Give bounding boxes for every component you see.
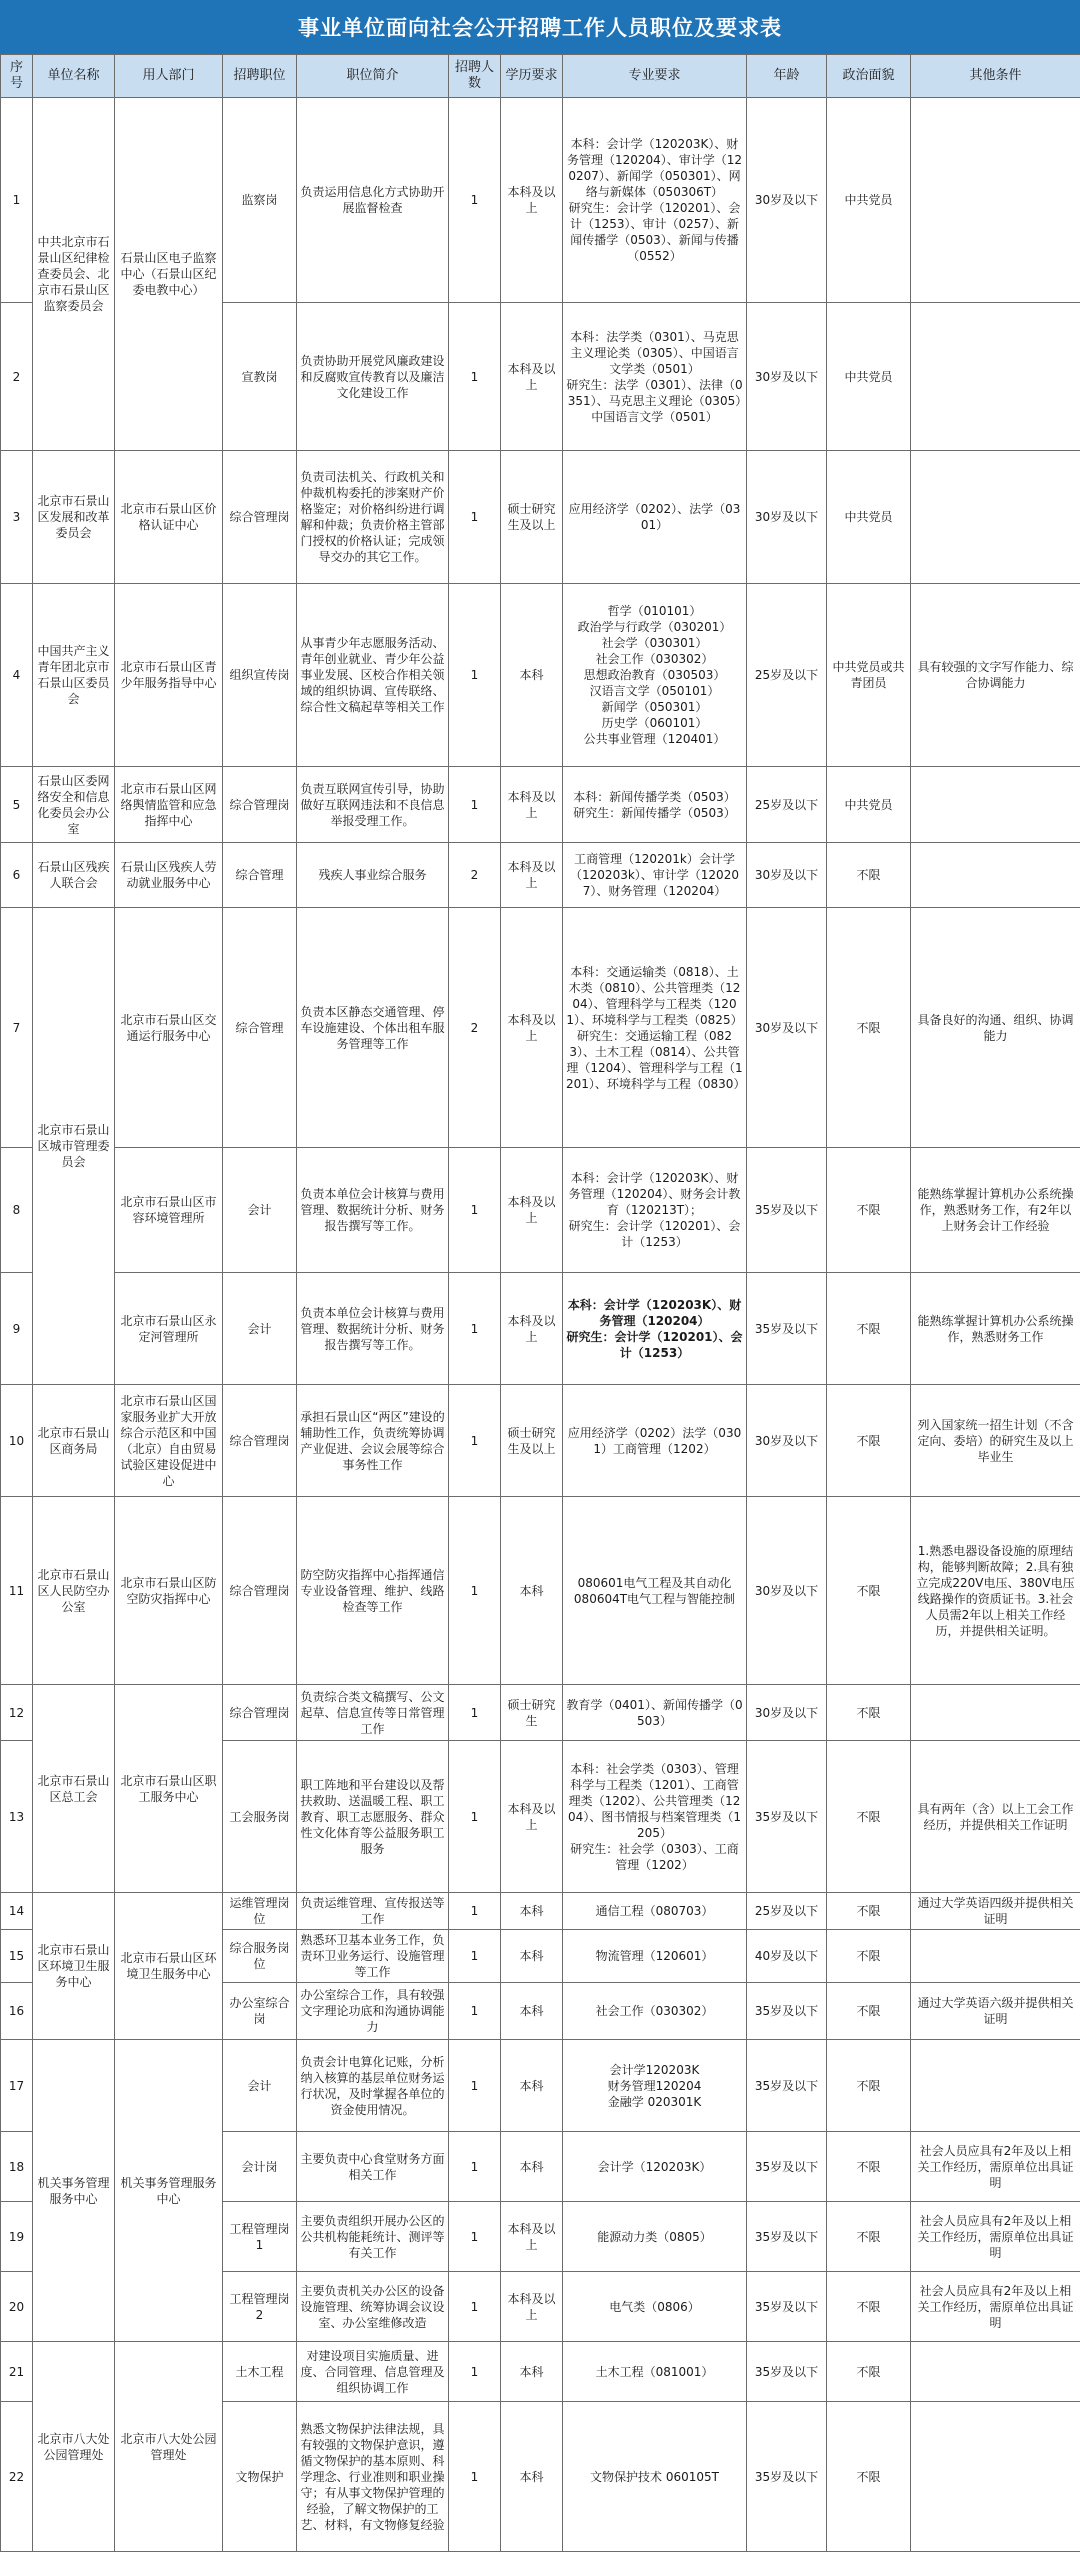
cell-dept: 北京市石景山区价格认证中心 <box>115 451 223 584</box>
cell-age: 35岁及以下 <box>747 2202 827 2272</box>
cell-position: 综合服务岗位 <box>223 1930 297 1983</box>
cell-education: 本科 <box>501 2132 563 2202</box>
cell-intro: 主要负责机关办公区的设备设施管理、统筹协调会议设室、办公室维修改造 <box>297 2272 449 2342</box>
cell-no: 9 <box>1 1273 33 1385</box>
cell-age: 30岁及以下 <box>747 1497 827 1685</box>
cell-position: 工程管理岗1 <box>223 2202 297 2272</box>
cell-position: 综合管理岗 <box>223 1685 297 1741</box>
cell-age: 35岁及以下 <box>747 2040 827 2132</box>
cell-count: 2 <box>449 908 501 1148</box>
header-major: 专业要求 <box>563 55 747 98</box>
cell-political: 不限 <box>827 1497 911 1685</box>
cell-count: 1 <box>449 1741 501 1893</box>
cell-political: 不限 <box>827 1930 911 1983</box>
cell-no: 13 <box>1 1741 33 1893</box>
cell-major: 本科：法学类（0301）、马克思主义理论类（0305）、中国语言文学类（0501） 研究生：法学（0301）、法律（0351）、马克思主义理论（0305）中国语言文学（0501） <box>563 303 747 451</box>
cell-intro: 负责本单位会计核算与费用管理、数据统计分析、财务报告撰写等工作。 <box>297 1273 449 1385</box>
cell-count: 1 <box>449 303 501 451</box>
cell-no: 21 <box>1 2342 33 2402</box>
cell-no: 6 <box>1 843 33 908</box>
cell-age: 35岁及以下 <box>747 2132 827 2202</box>
cell-no: 18 <box>1 2132 33 2202</box>
cell-major: 会计学（120203K） <box>563 2132 747 2202</box>
cell-major: 社会工作（030302） <box>563 1983 747 2040</box>
cell-age: 30岁及以下 <box>747 451 827 584</box>
cell-no: 15 <box>1 1930 33 1983</box>
cell-political: 不限 <box>827 1385 911 1497</box>
cell-unit: 北京市石景山区环境卫生服务中心 <box>33 1893 115 2040</box>
cell-political: 不限 <box>827 1685 911 1741</box>
cell-intro: 负责司法机关、行政机关和仲裁机构委托的涉案财产价格鉴定；对价格纠纷进行调解和仲裁；负责价格主管部门授权的价格认证；完成领导交办的其它工作。 <box>297 451 449 584</box>
cell-education: 本科 <box>501 2402 563 2552</box>
cell-intro: 负责会计电算化记账，分析纳入核算的基层单位财务运行状况，及时掌握各单位的资金使用情况。 <box>297 2040 449 2132</box>
cell-other <box>911 303 1080 451</box>
cell-education: 本科及以上 <box>501 1273 563 1385</box>
table-row <box>1 1385 1080 1497</box>
cell-political: 不限 <box>827 1148 911 1273</box>
cell-count: 1 <box>449 1983 501 2040</box>
cell-education: 硕士研究生及以上 <box>501 451 563 584</box>
cell-position: 综合管理岗 <box>223 451 297 584</box>
cell-other: 社会人员应具有2年及以上相关工作经历，需原单位出具证明 <box>911 2272 1080 2342</box>
cell-count: 1 <box>449 451 501 584</box>
cell-count: 1 <box>449 2342 501 2402</box>
page-title: 事业单位面向社会公开招聘工作人员职位及要求表 <box>0 0 1080 54</box>
cell-no: 10 <box>1 1385 33 1497</box>
cell-age: 30岁及以下 <box>747 98 827 303</box>
cell-position: 综合管理岗 <box>223 767 297 843</box>
header-dept: 用人部门 <box>115 55 223 98</box>
cell-other <box>911 451 1080 584</box>
cell-education: 本科及以上 <box>501 2272 563 2342</box>
cell-unit: 北京市八大处公园管理处 <box>33 2342 115 2552</box>
cell-major: 工商管理（120201k）会计学（120203k）、审计学（120207）、财务管理（120204） <box>563 843 747 908</box>
cell-no: 20 <box>1 2272 33 2342</box>
cell-count: 1 <box>449 1148 501 1273</box>
cell-major: 应用经济学（0202）、法学（0301） <box>563 451 747 584</box>
cell-no: 8 <box>1 1148 33 1273</box>
cell-major: 文物保护技术 060105T <box>563 2402 747 2552</box>
cell-political: 不限 <box>827 908 911 1148</box>
cell-major: 本科：新闻传播学类（0503） 研究生：新闻传播学（0503） <box>563 767 747 843</box>
cell-major: 教育学（0401）、新闻传播学（0503） <box>563 1685 747 1741</box>
cell-major: 土木工程（081001） <box>563 2342 747 2402</box>
cell-other: 社会人员应具有2年及以上相关工作经历，需原单位出具证明 <box>911 2132 1080 2202</box>
header-no: 序号 <box>1 55 33 98</box>
header-other: 其他条件 <box>911 55 1080 98</box>
table-row <box>1 1497 1080 1685</box>
cell-age: 25岁及以下 <box>747 1893 827 1930</box>
cell-other <box>911 767 1080 843</box>
cell-other: 具有两年（含）以上工会工作经历，并提供相关工作证明 <box>911 1741 1080 1893</box>
cell-other: 通过大学英语四级并提供相关证明 <box>911 1893 1080 1930</box>
header-intro: 职位简介 <box>297 55 449 98</box>
cell-education: 硕士研究生及以上 <box>501 1385 563 1497</box>
cell-unit: 石景山区委网络安全和信息化委员会办公室 <box>33 767 115 843</box>
cell-unit: 北京市石景山区商务局 <box>33 1385 115 1497</box>
cell-major: 哲学（010101） 政治学与行政学（030201） 社会学（030301） 社会工作（030302） 思想政治教育（030503） 汉语言文学（050101） 新闻学（050301） 历史学（060101） 公共事业管理（120401） <box>563 584 747 767</box>
cell-intro: 负责本区静态交通管理、停车设施建设、个体出租车服务管理等工作 <box>297 908 449 1148</box>
cell-political: 不限 <box>827 1273 911 1385</box>
cell-no: 3 <box>1 451 33 584</box>
header-education: 学历要求 <box>501 55 563 98</box>
cell-position: 综合管理岗 <box>223 1385 297 1497</box>
table-row <box>1 1893 1080 1930</box>
cell-other: 列入国家统一招生计划（不含定向、委培）的研究生及以上毕业生 <box>911 1385 1080 1497</box>
cell-age: 35岁及以下 <box>747 2342 827 2402</box>
cell-dept: 北京市石景山区交通运行服务中心 <box>115 908 223 1148</box>
header-position: 招聘职位 <box>223 55 297 98</box>
cell-major: 会计学120203K 财务管理120204 金融学 020301K <box>563 2040 747 2132</box>
cell-political: 不限 <box>827 1893 911 1930</box>
cell-position: 会计岗 <box>223 2132 297 2202</box>
cell-count: 1 <box>449 2202 501 2272</box>
cell-age: 35岁及以下 <box>747 1148 827 1273</box>
cell-dept: 北京市石景山区市容环境管理所 <box>115 1148 223 1273</box>
cell-education: 本科及以上 <box>501 843 563 908</box>
cell-education: 本科及以上 <box>501 303 563 451</box>
table-row <box>1 1273 1080 1385</box>
cell-other: 1.熟悉电器设备设施的原理结构，能够判断故障；2.具有独立完成220V电压、380V电压线路操作的资质证书。3.社会人员需2年以上相关工作经历，并提供相关证明。 <box>911 1497 1080 1685</box>
cell-political: 中共党员 <box>827 767 911 843</box>
cell-age: 35岁及以下 <box>747 1983 827 2040</box>
cell-position: 工程管理岗2 <box>223 2272 297 2342</box>
cell-political: 不限 <box>827 1741 911 1893</box>
cell-intro: 负责运用信息化方式协助开展监督检查 <box>297 98 449 303</box>
cell-education: 本科 <box>501 2040 563 2132</box>
positions-table <box>0 54 1080 2552</box>
cell-position: 会计 <box>223 1273 297 1385</box>
cell-count: 1 <box>449 2402 501 2552</box>
cell-intro: 办公室综合工作，具有较强文字理论功底和沟通协调能力 <box>297 1983 449 2040</box>
cell-age: 35岁及以下 <box>747 2402 827 2552</box>
cell-other: 能熟练掌握计算机办公系统操作，熟悉财务工作 <box>911 1273 1080 1385</box>
cell-intro: 承担石景山区“两区”建设的辅助性工作，负责统筹协调产业促进、会议会展等综合事务性工作 <box>297 1385 449 1497</box>
cell-position: 宣教岗 <box>223 303 297 451</box>
cell-political: 中共党员 <box>827 303 911 451</box>
cell-count: 1 <box>449 2272 501 2342</box>
cell-position: 组织宣传岗 <box>223 584 297 767</box>
cell-count: 1 <box>449 584 501 767</box>
cell-dept: 北京市石景山区网络舆情监管和应急指挥中心 <box>115 767 223 843</box>
cell-major: 电气类（0806） <box>563 2272 747 2342</box>
cell-intro: 从事青少年志愿服务活动、青年创业就业、青少年公益事业发展、区校合作相关领域的组织协调、宣传联络、综合性文稿起草等相关工作 <box>297 584 449 767</box>
cell-other <box>911 843 1080 908</box>
cell-unit: 中国共产主义青年团北京市石景山区委员会 <box>33 584 115 767</box>
cell-position: 监察岗 <box>223 98 297 303</box>
cell-count: 1 <box>449 98 501 303</box>
table-row <box>1 451 1080 584</box>
cell-no: 2 <box>1 303 33 451</box>
cell-intro: 防空防灾指挥中心指挥通信专业设备管理、维护、线路检查等工作 <box>297 1497 449 1685</box>
cell-no: 4 <box>1 584 33 767</box>
cell-age: 30岁及以下 <box>747 1385 827 1497</box>
cell-position: 综合管理岗 <box>223 1497 297 1685</box>
header-age: 年龄 <box>747 55 827 98</box>
cell-other <box>911 1930 1080 1983</box>
cell-education: 本科 <box>501 2342 563 2402</box>
cell-other: 通过大学英语六级并提供相关证明 <box>911 1983 1080 2040</box>
cell-count: 1 <box>449 1497 501 1685</box>
cell-intro: 负责协助开展党风廉政建设和反腐败宣传教育以及廉洁文化建设工作 <box>297 303 449 451</box>
cell-major: 本科：社会学类（0303）、管理科学与工程类（1201）、工商管理类（1202）、公共管理类（1204）、图书情报与档案管理类（1205） 研究生：社会学（0303）、工商管理（1202） <box>563 1741 747 1893</box>
cell-unit: 石景山区残疾人联合会 <box>33 843 115 908</box>
cell-age: 35岁及以下 <box>747 1741 827 1893</box>
cell-position: 会计 <box>223 1148 297 1273</box>
cell-unit: 北京市石景山区城市管理委员会 <box>33 908 115 1385</box>
cell-position: 会计 <box>223 2040 297 2132</box>
cell-position: 综合管理 <box>223 908 297 1148</box>
cell-education: 本科 <box>501 1497 563 1685</box>
cell-count: 2 <box>449 843 501 908</box>
cell-dept: 北京市石景山区青少年服务指导中心 <box>115 584 223 767</box>
cell-unit: 中共北京市石景山区纪律检查委员会、北京市石景山区监察委员会 <box>33 98 115 451</box>
cell-education: 本科 <box>501 584 563 767</box>
cell-age: 30岁及以下 <box>747 843 827 908</box>
cell-unit: 北京市石景山区发展和改革委员会 <box>33 451 115 584</box>
header-row <box>1 55 1080 98</box>
cell-position: 土木工程 <box>223 2342 297 2402</box>
cell-no: 19 <box>1 2202 33 2272</box>
cell-dept: 石景山区残疾人劳动就业服务中心 <box>115 843 223 908</box>
table-row <box>1 1685 1080 1741</box>
cell-education: 本科及以上 <box>501 2202 563 2272</box>
cell-count: 1 <box>449 1273 501 1385</box>
header-count: 招聘人数 <box>449 55 501 98</box>
cell-education: 本科及以上 <box>501 98 563 303</box>
cell-other: 具备良好的沟通、组织、协调能力 <box>911 908 1080 1148</box>
cell-intro: 对建设项目实施质量、进度、合同管理、信息管理及组织协调工作 <box>297 2342 449 2402</box>
cell-dept: 北京市石景山区防空防灾指挥中心 <box>115 1497 223 1685</box>
cell-political: 不限 <box>827 843 911 908</box>
cell-major: 应用经济学（0202）法学（0301）工商管理（1202） <box>563 1385 747 1497</box>
table-row <box>1 843 1080 908</box>
cell-education: 本科及以上 <box>501 767 563 843</box>
cell-count: 1 <box>449 1893 501 1930</box>
table-row <box>1 908 1080 1148</box>
cell-unit: 北京市石景山区总工会 <box>33 1685 115 1893</box>
cell-major: 本科：会计学（120203K）、财务管理（120204）、审计学（120207）、新闻学（050301）、网络与新媒体（050306T） 研究生：会计学（120201）、会计（1253）、审计（0257）、新闻传播学（0503）、新闻与传播（0552） <box>563 98 747 303</box>
cell-political: 不限 <box>827 2342 911 2402</box>
cell-no: 12 <box>1 1685 33 1741</box>
cell-other <box>911 2402 1080 2552</box>
cell-major: 本科：会计学（120203K）、财务管理（120204） 研究生：会计学（120201）、会计（1253） <box>563 1273 747 1385</box>
cell-age: 30岁及以下 <box>747 908 827 1148</box>
cell-other <box>911 2040 1080 2132</box>
cell-other: 具有较强的文字写作能力、综合协调能力 <box>911 584 1080 767</box>
cell-count: 1 <box>449 2040 501 2132</box>
cell-intro: 残疾人事业综合服务 <box>297 843 449 908</box>
cell-no: 7 <box>1 908 33 1148</box>
cell-age: 30岁及以下 <box>747 1685 827 1741</box>
cell-count: 1 <box>449 1385 501 1497</box>
cell-political: 中共党员 <box>827 451 911 584</box>
cell-other: 社会人员应具有2年及以上相关工作经历，需原单位出具证明 <box>911 2202 1080 2272</box>
cell-education: 硕士研究生 <box>501 1685 563 1741</box>
cell-age: 25岁及以下 <box>747 584 827 767</box>
cell-education: 本科及以上 <box>501 1148 563 1273</box>
cell-age: 35岁及以下 <box>747 2272 827 2342</box>
cell-political: 不限 <box>827 2040 911 2132</box>
cell-dept: 北京市石景山区职工服务中心 <box>115 1685 223 1893</box>
cell-education: 本科 <box>501 1930 563 1983</box>
cell-major: 通信工程（080703） <box>563 1893 747 1930</box>
cell-position: 运维管理岗位 <box>223 1893 297 1930</box>
cell-dept: 机关事务管理服务中心 <box>115 2040 223 2342</box>
cell-no: 14 <box>1 1893 33 1930</box>
table-row <box>1 584 1080 767</box>
cell-other <box>911 98 1080 303</box>
cell-major: 物流管理（120601） <box>563 1930 747 1983</box>
cell-position: 办公室综合岗 <box>223 1983 297 2040</box>
cell-no: 22 <box>1 2402 33 2552</box>
cell-political: 不限 <box>827 2272 911 2342</box>
cell-intro: 负责互联网宣传引导，协助做好互联网违法和不良信息举报受理工作。 <box>297 767 449 843</box>
header-political: 政治面貌 <box>827 55 911 98</box>
cell-unit: 北京市石景山区人民防空办公室 <box>33 1497 115 1685</box>
cell-count: 1 <box>449 767 501 843</box>
cell-other: 能熟练掌握计算机办公系统操作，熟悉财务工作，有2年以上财务会计工作经验 <box>911 1148 1080 1273</box>
cell-major: 080601电气工程及其自动化 080604T电气工程与智能控制 <box>563 1497 747 1685</box>
cell-age: 30岁及以下 <box>747 303 827 451</box>
cell-intro: 熟悉环卫基本业务工作，负责环卫业务运行、设施管理等工作 <box>297 1930 449 1983</box>
cell-age: 40岁及以下 <box>747 1930 827 1983</box>
cell-dept: 北京市石景山区国家服务业扩大开放综合示范区和中国（北京）自由贸易试验区建设促进中心 <box>115 1385 223 1497</box>
cell-no: 11 <box>1 1497 33 1685</box>
cell-other <box>911 2342 1080 2402</box>
cell-count: 1 <box>449 2132 501 2202</box>
cell-no: 5 <box>1 767 33 843</box>
cell-position: 文物保护 <box>223 2402 297 2552</box>
cell-no: 1 <box>1 98 33 303</box>
cell-political: 不限 <box>827 2202 911 2272</box>
cell-intro: 负责运维管理、宣传报送等工作 <box>297 1893 449 1930</box>
cell-dept: 北京市石景山区环境卫生服务中心 <box>115 1893 223 2040</box>
cell-major: 本科：会计学（120203K）、财务管理（120204）、财务会计教育（120213T）； 研究生：会计学（120201）、会计（1253） <box>563 1148 747 1273</box>
cell-political: 中共党员 <box>827 98 911 303</box>
cell-education: 本科 <box>501 1983 563 2040</box>
cell-intro: 主要负责中心食堂财务方面相关工作 <box>297 2132 449 2202</box>
table-row <box>1 98 1080 303</box>
cell-intro: 主要负责组织开展办公区的公共机构能耗统计、测评等有关工作 <box>297 2202 449 2272</box>
table-row <box>1 1148 1080 1273</box>
table-row <box>1 2040 1080 2132</box>
table-row <box>1 767 1080 843</box>
cell-intro: 职工阵地和平台建设以及帮扶救助、送温暖工程、职工教育、职工志愿服务、群众性文化体育等公益服务职工服务 <box>297 1741 449 1893</box>
cell-political: 不限 <box>827 2402 911 2552</box>
cell-position: 工会服务岗 <box>223 1741 297 1893</box>
cell-intro: 负责本单位会计核算与费用管理、数据统计分析、财务报告撰写等工作。 <box>297 1148 449 1273</box>
cell-major: 能源动力类（0805） <box>563 2202 747 2272</box>
cell-dept: 石景山区电子监察中心（石景山区纪委电教中心） <box>115 98 223 451</box>
cell-education: 本科及以上 <box>501 908 563 1148</box>
cell-education: 本科 <box>501 1893 563 1930</box>
table-row <box>1 2342 1080 2402</box>
cell-dept: 北京市石景山区永定河管理所 <box>115 1273 223 1385</box>
cell-count: 1 <box>449 1930 501 1983</box>
cell-political: 中共党员或共青团员 <box>827 584 911 767</box>
cell-other <box>911 1685 1080 1741</box>
cell-intro: 负责综合类文稿撰写、公文起草、信息宣传等日常管理工作 <box>297 1685 449 1741</box>
cell-count: 1 <box>449 1685 501 1741</box>
cell-education: 本科及以上 <box>501 1741 563 1893</box>
cell-no: 16 <box>1 1983 33 2040</box>
cell-age: 35岁及以下 <box>747 1273 827 1385</box>
cell-no: 17 <box>1 2040 33 2132</box>
cell-political: 不限 <box>827 2132 911 2202</box>
cell-unit: 机关事务管理服务中心 <box>33 2040 115 2342</box>
cell-political: 不限 <box>827 1983 911 2040</box>
header-unit: 单位名称 <box>33 55 115 98</box>
cell-position: 综合管理 <box>223 843 297 908</box>
cell-major: 本科：交通运输类（0818）、土木类（0810）、公共管理类（1204）、管理科学与工程类（1201）、环境科学与工程类（0825） 研究生：交通运输工程（0823）、土木工程（0814）、公共管理（1204）、管理科学与工程（1201）、环境科学与工程（0830） <box>563 908 747 1148</box>
cell-dept: 北京市八大处公园管理处 <box>115 2342 223 2552</box>
cell-intro: 熟悉文物保护法律法规，具有较强的文物保护意识，遵循文物保护的基本原则、科学理念、行业准则和职业操守；有从事文物保护管理的经验，了解文物保护的工艺、材料，有文物修复经验 <box>297 2402 449 2552</box>
cell-age: 25岁及以下 <box>747 767 827 843</box>
